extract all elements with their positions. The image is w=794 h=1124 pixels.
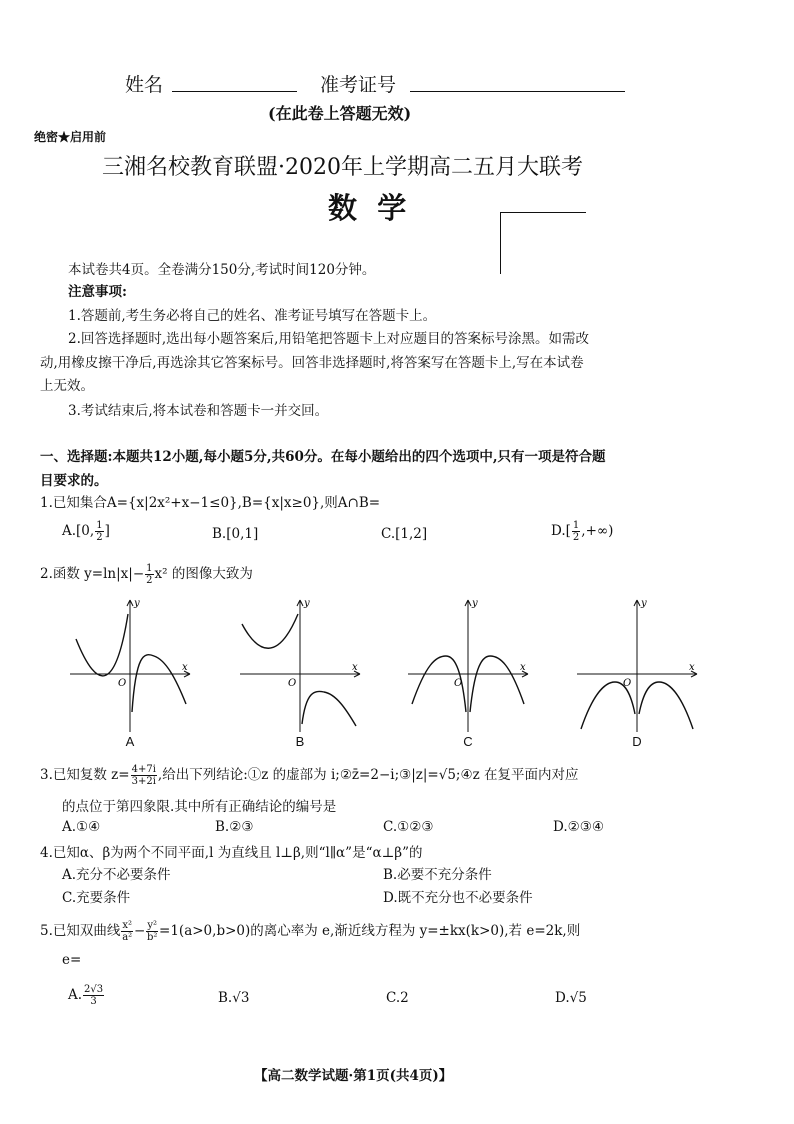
svg-text:O: O	[288, 678, 297, 689]
invalid-note: (在此卷上答题无效)	[268, 104, 412, 123]
q5-fraction-x: $\frac{\text{x²}}{\text{a²}}$	[122, 920, 133, 943]
id-blank	[410, 91, 625, 92]
q1-option-a: A.[0, $\frac{1}{2}$ ]	[62, 520, 110, 543]
graph-a	[68, 594, 192, 749]
svg-text:y: y	[472, 598, 478, 609]
graph-d	[575, 594, 699, 749]
svg-text:x: x	[520, 662, 526, 673]
q3-stem: 3.已知复数 z= $\frac{4+7i}{3+2i}$ ,给出下列结论:①z 的虚部为 i;②z̄=2−i;③|z|=√5;④z 在复平面内对应	[40, 764, 579, 787]
q5-option-c: C.2	[386, 990, 409, 1006]
notice-1: 1.答题前,考生务必将自己的姓名、准考证号填写在答题卡上。	[68, 308, 437, 324]
q1-option-d: D.[ $\frac{1}{2}$ ,+∞)	[551, 520, 614, 543]
graph-label-c: C	[463, 734, 473, 749]
graph-b-svg	[238, 594, 362, 734]
q3-fraction: $\frac{4+7i}{3+2i}$	[131, 764, 156, 787]
exam-info: 本试卷共4页。全卷满分150分,考试时间120分钟。	[68, 262, 376, 278]
svg-text:O: O	[623, 678, 632, 689]
graph-label-a: A	[125, 734, 135, 749]
notice-2-line3: 上无效。	[40, 378, 94, 394]
notice-3: 3.考试结束后,将本试卷和答题卡一并交回。	[68, 403, 329, 419]
corner-mark-top	[500, 212, 586, 213]
svg-text:y: y	[641, 598, 647, 609]
svg-text:x: x	[182, 662, 188, 673]
q5-fraction-y: $\frac{\text{y²}}{\text{b²}}$	[146, 920, 158, 943]
subject-title: 数 学	[328, 191, 407, 225]
q5-option-b: B.√3	[218, 990, 250, 1006]
svg-text:y: y	[304, 598, 310, 609]
q3-option-c: C.①②③	[383, 819, 434, 835]
page-footer: 【高二数学试题·第1页(共4页)】	[254, 1068, 453, 1084]
name-blank	[172, 91, 297, 92]
q1-stem: 1.已知集合A={x|2x²+x−1≤0},B={x|x≥0},则A∩B=	[40, 495, 381, 511]
q4-option-d: D.既不充分也不必要条件	[383, 890, 533, 906]
q4-option-b: B.必要不充分条件	[383, 867, 492, 883]
q4-option-a: A.充分不必要条件	[62, 867, 171, 883]
graph-d-svg	[575, 594, 699, 734]
corner-mark-side	[500, 212, 501, 274]
section-heading: 一、选择题:本题共12小题,每小题5分,共60分。在每小题给出的四个选项中,只有一项是符合题	[40, 449, 606, 465]
q3-option-b: B.②③	[215, 819, 254, 835]
exam-title: 三湘名校教育联盟·2020年上学期高二五月大联考	[102, 155, 583, 180]
graph-b	[238, 594, 362, 749]
graph-c	[406, 594, 530, 749]
half-fraction: $\frac{1}{2}$	[146, 563, 153, 586]
svg-text:O: O	[454, 678, 463, 689]
half-fraction: $\frac{1}{2}$	[572, 520, 580, 543]
q4-stem: 4.已知α、β为两个不同平面,l 为直线且 l⊥β,则“l∥α”是“α⊥β”的	[40, 845, 423, 861]
graph-c-svg	[406, 594, 530, 734]
graph-label-b: B	[295, 734, 305, 749]
q4-option-c: C.充要条件	[62, 890, 131, 906]
graph-label-d: D	[632, 734, 642, 749]
q1-option-c: C.[1,2]	[381, 526, 428, 542]
q1-option-b: B.[0,1]	[212, 526, 259, 542]
q5-option-a: A. $\frac{2√3}{3}$	[68, 984, 104, 1007]
svg-text:O: O	[118, 678, 127, 689]
notice-2-line1: 2.回答选择题时,选出每小题答案后,用铅笔把答题卡上对应题目的答案标号涂黑。如需改	[68, 331, 589, 347]
svg-text:x: x	[352, 662, 358, 673]
q2-stem: 2.函数 y=ln|x|− $\frac{1}{2}$ x² 的图像大致为	[40, 563, 253, 586]
q5-stem-2: e=	[62, 952, 82, 968]
q3-stem-2: 的点位于第四象限.其中所有正确结论的编号是	[62, 799, 337, 815]
id-label: 准考证号	[320, 74, 397, 96]
name-label: 姓名	[125, 74, 164, 96]
q5-stem: 5.已知双曲线 $\frac{\text{x²}}{\text{a²}}$ − $\frac{\text{y²}}{\text{b²}}$ =1(a>0,b>0)的离心率为 e,渐近线方程为 y=±kx(k>0),若 e=2k,则	[40, 920, 581, 943]
half-fraction: $\frac{1}{2}$	[96, 520, 103, 543]
section-heading-2: 目要求的。	[40, 473, 108, 489]
svg-text:x: x	[689, 662, 695, 673]
graph-a-svg	[68, 594, 192, 734]
svg-text:y: y	[134, 598, 140, 609]
q3-option-a: A.①④	[62, 819, 101, 835]
q3-option-d: D.②③④	[553, 819, 604, 835]
q5-option-a-fraction: $\frac{2√3}{3}$	[84, 984, 104, 1007]
q5-option-d: D.√5	[555, 990, 587, 1006]
notice-2-line2: 动,用橡皮擦干净后,再选涂其它答案标号。回答非选择题时,将答案写在答题卡上,写在本试卷	[40, 355, 584, 371]
secret-mark: 绝密★启用前	[34, 130, 107, 144]
notice-title: 注意事项:	[68, 284, 127, 300]
